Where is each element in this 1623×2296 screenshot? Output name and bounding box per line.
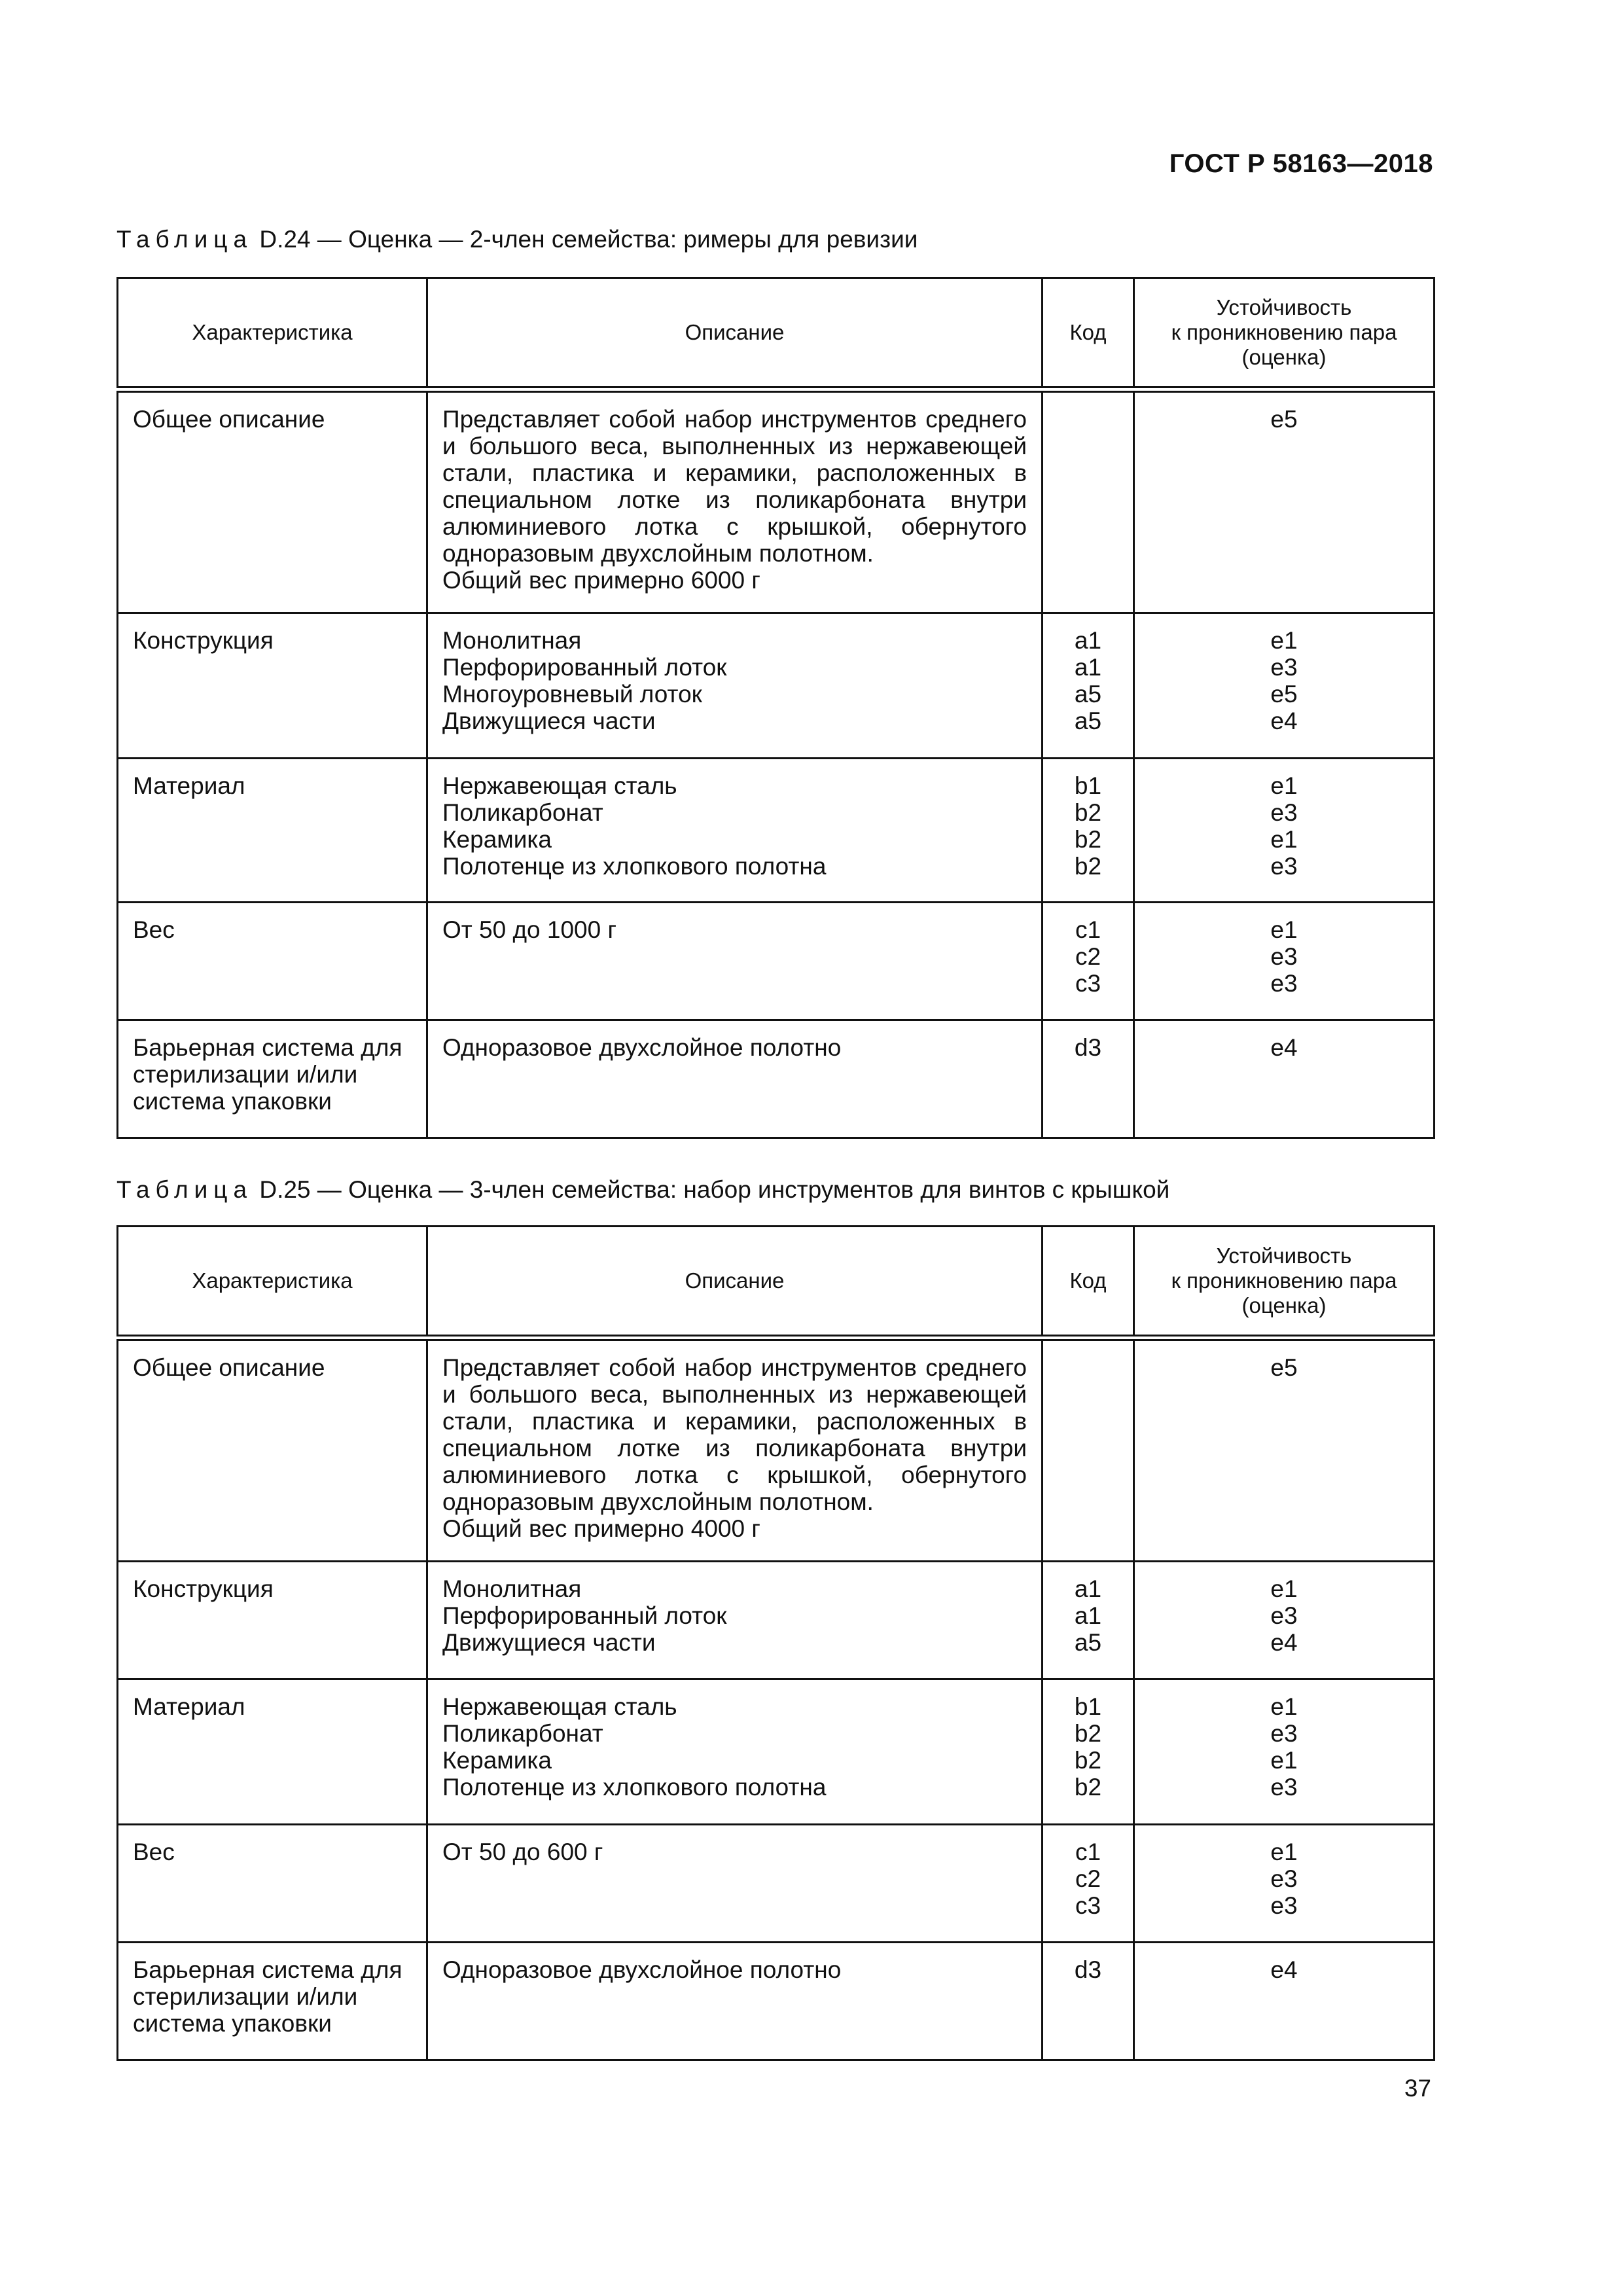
cell-characteristic: [118, 1338, 427, 1562]
cell-line: e3: [1270, 799, 1298, 826]
cell-characteristic: [118, 1825, 427, 1943]
cell-line: Вес: [133, 1839, 175, 1865]
cell-line: c2: [1075, 1865, 1101, 1892]
table-row: [118, 1825, 1435, 1943]
cell-line: Вес: [133, 916, 175, 943]
cell-line: e3: [1270, 1774, 1298, 1801]
cell-line: a1: [1074, 1575, 1102, 1602]
table-header-row: [118, 1227, 1435, 1338]
cell-line: Перфорированный лоток: [442, 1602, 727, 1629]
cell-line: Барьерная система для: [133, 1956, 402, 1983]
cell-code: [1043, 1562, 1134, 1679]
cell-description: [427, 1338, 1043, 1562]
cell-line: Керамика: [442, 826, 552, 853]
table-row: [118, 759, 1435, 903]
cell-resistance: [1134, 1562, 1435, 1679]
cell-description: [427, 1020, 1043, 1138]
cell-resistance: [1134, 1825, 1435, 1943]
cell-line: e1: [1270, 772, 1298, 799]
cell-line: Монолитная: [442, 627, 582, 654]
cell-line: a1: [1074, 654, 1102, 681]
cell-code: [1043, 759, 1134, 903]
cell-resistance: [1134, 1679, 1435, 1825]
cell-line: Одноразовое двухслойное полотно: [442, 1034, 842, 1061]
cell-line: e1: [1270, 1839, 1298, 1865]
cell-line: b1: [1074, 1693, 1102, 1720]
cell-line: Движущиеся части: [442, 708, 656, 734]
cell-line: e3: [1270, 943, 1298, 970]
cell-description: [427, 903, 1043, 1020]
cell-resistance: [1134, 903, 1435, 1020]
cell-resistance: [1134, 1020, 1435, 1138]
cell-line: e3: [1270, 1720, 1298, 1747]
cell-line: b2: [1074, 1774, 1102, 1801]
cell-line: a5: [1074, 681, 1102, 708]
cell-line: e3: [1270, 1865, 1298, 1892]
cell-characteristic: [118, 1679, 427, 1825]
table-header-row: [118, 278, 1435, 389]
cell-line: b1: [1074, 772, 1102, 799]
cell-line: e5: [1270, 405, 1298, 433]
header-description: Описание: [427, 1227, 1043, 1338]
cell-resistance: [1134, 759, 1435, 903]
header-description: Описание: [427, 278, 1043, 389]
cell-line: c3: [1075, 1892, 1101, 1919]
caption-text: D.25 — Оценка — 3-член семейства: набор инструментов для винтов с крышкой: [259, 1176, 1170, 1203]
table-row: [118, 1679, 1435, 1825]
cell-characteristic: [118, 903, 427, 1020]
cell-line: c3: [1075, 970, 1101, 997]
cell-code: [1043, 613, 1134, 759]
cell-characteristic: [118, 759, 427, 903]
table-row: [118, 389, 1435, 613]
cell-line: От 50 до 1000 г: [442, 916, 616, 943]
cell-description: [427, 1679, 1043, 1825]
header-resistance-line: (оценка): [1241, 1293, 1327, 1318]
cell-line: Материал: [133, 1693, 245, 1720]
cell-line: e3: [1270, 1892, 1298, 1919]
cell-code: [1043, 1020, 1134, 1138]
cell-description: [427, 1943, 1043, 2060]
cell-line: e4: [1270, 1629, 1298, 1656]
cell-line: a5: [1074, 708, 1102, 734]
cell-line: Материал: [133, 772, 245, 799]
cell-line: Конструкция: [133, 627, 274, 654]
cell-line: Поликарбонат: [442, 799, 603, 826]
cell-characteristic: [118, 389, 427, 613]
header-code: Код: [1043, 1227, 1134, 1338]
cell-line: Нержавеющая сталь: [442, 1693, 677, 1720]
cell-line: Керамика: [442, 1747, 552, 1774]
cell-line: Полотенце из хлопкового полотна: [442, 1774, 827, 1801]
table-row: [118, 1338, 1435, 1562]
cell-code: [1043, 1943, 1134, 2060]
cell-line: b2: [1074, 1720, 1102, 1747]
table-24-caption: [116, 226, 918, 253]
cell-description: [427, 1562, 1043, 1679]
table-row: [118, 1020, 1435, 1138]
caption-word: Таблица: [116, 1176, 253, 1203]
cell-line: b2: [1074, 799, 1102, 826]
caption-word: Таблица: [116, 226, 253, 253]
cell-line: b2: [1074, 826, 1102, 853]
cell-line: a5: [1074, 1629, 1102, 1656]
cell-line: Движущиеся части: [442, 1629, 656, 1656]
cell-description: [427, 389, 1043, 613]
cell-code: [1043, 1338, 1134, 1562]
cell-characteristic: [118, 1020, 427, 1138]
cell-line: e4: [1270, 1034, 1298, 1061]
cell-line: Нержавеющая сталь: [442, 772, 677, 799]
description-total-weight: Общий вес примерно 6000 г: [442, 566, 760, 594]
caption-text: D.24 — Оценка — 2-член семейства: римеры для ревизии: [259, 226, 918, 253]
cell-code: [1043, 1825, 1134, 1943]
cell-line: e3: [1270, 970, 1298, 997]
cell-line: Общее описание: [133, 1354, 325, 1381]
header-resistance: [1134, 278, 1435, 389]
cell-line: система упаковки: [133, 1088, 332, 1115]
cell-line: Одноразовое двухслойное полотно: [442, 1956, 842, 1983]
cell-description: [427, 1825, 1043, 1943]
cell-resistance: [1134, 1338, 1435, 1562]
cell-line: e1: [1270, 1575, 1298, 1602]
description-paragraph: Представляет собой набор инструментов среднего и большого веса, выполненных из нержавеющей стали, пластика и керамики, расположенных в специальном лотке из поликарбоната внутри алюминиевого лотка с крышкой, обернутого одноразовым двухслойным полотном.: [442, 405, 1027, 567]
cell-line: e1: [1270, 916, 1298, 943]
header-characteristic: Характеристика: [118, 278, 427, 389]
cell-resistance: [1134, 389, 1435, 613]
cell-code: [1043, 903, 1134, 1020]
cell-line: От 50 до 600 г: [442, 1839, 603, 1865]
header-resistance-line: к проникновению пара: [1171, 1268, 1397, 1293]
table-row: [118, 613, 1435, 759]
cell-line: Полотенце из хлопкового полотна: [442, 853, 827, 880]
cell-line: b2: [1074, 853, 1102, 880]
header-characteristic: Характеристика: [118, 1227, 427, 1338]
cell-line: e1: [1270, 1693, 1298, 1720]
cell-line: e5: [1270, 681, 1298, 708]
cell-line: e1: [1270, 826, 1298, 853]
cell-line: a1: [1074, 627, 1102, 654]
table-24: [116, 277, 1435, 1139]
table-row: [118, 903, 1435, 1020]
cell-line: Монолитная: [442, 1575, 582, 1602]
table-row: [118, 1562, 1435, 1679]
cell-code: [1043, 1679, 1134, 1825]
cell-line: e5: [1270, 1354, 1298, 1381]
description-paragraph: Представляет собой набор инструментов среднего и большого веса, выполненных из нержавеющей стали, пластика и керамики, расположенных в специальном лотке из поликарбоната внутри алюминиевого лотка с крышкой, обернутого одноразовым двухслойным полотном.: [442, 1354, 1027, 1515]
cell-line: e3: [1270, 654, 1298, 681]
cell-line: Общее описание: [133, 405, 325, 433]
cell-description: [427, 759, 1043, 903]
cell-line: система упаковки: [133, 2010, 332, 2037]
cell-line: c1: [1075, 916, 1101, 943]
cell-resistance: [1134, 613, 1435, 759]
cell-line: Перфорированный лоток: [442, 654, 727, 681]
cell-line: e4: [1270, 1956, 1298, 1983]
cell-line: Барьерная система для: [133, 1034, 402, 1061]
cell-line: b2: [1074, 1747, 1102, 1774]
cell-description: [427, 613, 1043, 759]
cell-line: e1: [1270, 627, 1298, 654]
description-total-weight: Общий вес примерно 4000 г: [442, 1515, 760, 1542]
page-number: 37: [1404, 2075, 1431, 2102]
table-25: [116, 1225, 1435, 2061]
header-code: Код: [1043, 278, 1134, 389]
cell-line: e4: [1270, 708, 1298, 734]
cell-line: d3: [1074, 1034, 1102, 1061]
table-25-caption: [116, 1176, 1169, 1204]
cell-line: c2: [1075, 943, 1101, 970]
cell-line: e3: [1270, 1602, 1298, 1629]
cell-line: a1: [1074, 1602, 1102, 1629]
header-resistance-line: Устойчивость: [1216, 1243, 1352, 1268]
header-resistance: [1134, 1227, 1435, 1338]
cell-line: Конструкция: [133, 1575, 274, 1602]
header-resistance-line: Устойчивость: [1216, 295, 1352, 319]
cell-characteristic: [118, 1562, 427, 1679]
cell-line: e3: [1270, 853, 1298, 880]
header-resistance-line: (оценка): [1241, 344, 1327, 369]
cell-line: Многоуровневый лоток: [442, 681, 702, 708]
table-row: [118, 1943, 1435, 2060]
cell-line: d3: [1074, 1956, 1102, 1983]
cell-line: стерилизации и/или: [133, 1061, 358, 1088]
header-resistance-line: к проникновению пара: [1171, 319, 1397, 344]
cell-characteristic: [118, 613, 427, 759]
cell-line: Поликарбонат: [442, 1720, 603, 1747]
cell-line: стерилизации и/или: [133, 1983, 358, 2010]
cell-characteristic: [118, 1943, 427, 2060]
cell-code: [1043, 389, 1134, 613]
cell-line: c1: [1075, 1839, 1101, 1865]
cell-line: e1: [1270, 1747, 1298, 1774]
document-id: ГОСТ Р 58163—2018: [1169, 149, 1433, 178]
cell-resistance: [1134, 1943, 1435, 2060]
